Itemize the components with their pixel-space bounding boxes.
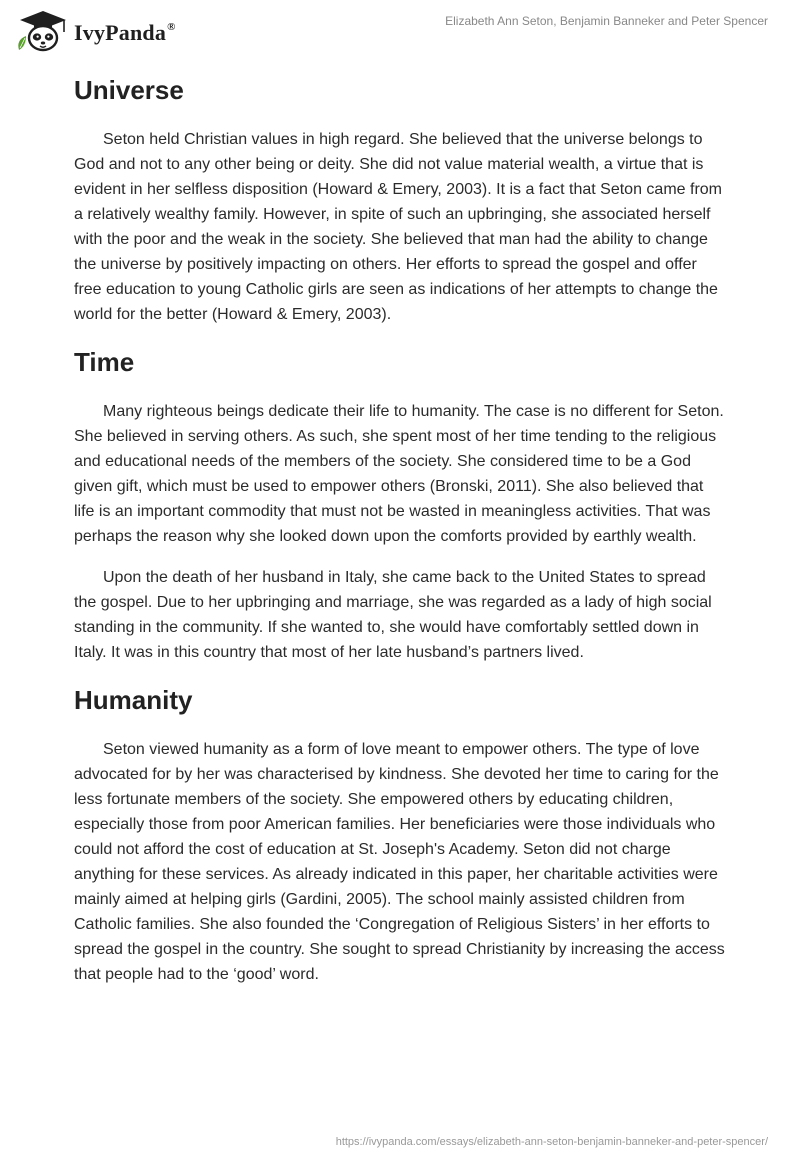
section-humanity [74,682,728,987]
section-heading: Time [74,347,135,377]
source-url[interactable]: https://ivypanda.com/essays/elizabeth-ann-seton-benjamin-banneker-and-peter-spencer/ [335,1136,768,1148]
section-time [74,344,728,665]
registered-mark: ® [167,21,176,33]
section-heading: Universe [74,75,184,105]
paragraph: Many righteous beings dedicate their life to humanity. The case is no different for Seton. She believed in serving others. As such, she spent most of her time tending to the religious and educational needs of the members of the society. She considered time to be a God given gift, which must be used to empower others (Bronski, 2011). She also believed that life is an important commodity that must not be wasted in meaningless activities. That was perhaps the reason why she looked down upon the comforts provided by earthly wealth. [74,403,724,545]
document-title: Elizabeth Ann Seton, Benjamin Banneker and Peter Spencer [445,14,768,28]
ivypanda-logo[interactable] [14,8,176,54]
panda-logo-icon [14,8,72,54]
paragraph: Seton held Christian values in high regard. She believed that the universe belongs to God and not to any other being or deity. She did not value material wealth, a virtue that is evident in her selfless disposition (Howard & Emery, 2003). It is a fact that Seton came from a relatively wealthy family. However, in spite of such an upbringing, she associated herself with the poor and the weak in the society. She believed that man had the ability to change the universe by positively impacting on others. Her efforts to spread the gospel and offer free education to young Catholic girls are seen as indications of her attempts to change the world for the better (Howard & Emery, 2003). [74,131,722,323]
section-heading: Humanity [74,685,193,715]
brand-name: IvyPanda® [74,20,176,45]
page-header [0,0,800,60]
paragraph: Upon the death of her husband in Italy, she came back to the United States to spread the gospel. Due to her upbringing and marriage, she was regarded as a lady of high social standing in the community. If she wanted to, she would have comfortably settled down in Italy. It was in this country that most of her late husband’s partners lived. [74,569,712,661]
essay-content [74,70,728,987]
paragraph: Seton viewed humanity as a form of love meant to empower others. The type of love advocated for by her was characterised by kindness. She devoted her time to caring for the less fortunate members of the society. She empowered others by educating children, especially those from poor American families. Her beneficiaries were those individuals who could not afford the cost of education at St. Joseph's Academy. Seton did not charge anything for these services. As already indicated in this paper, her charitable activities were mainly aimed at helping girls (Gardini, 2005). The school mainly assisted children from Catholic families. She also founded the ‘Congregation of Religious Sisters’ in her efforts to spread the gospel in the country. She sought to spread Christianity by increasing the access that people had to the ‘good’ word. [74,741,725,983]
section-universe [74,72,728,327]
